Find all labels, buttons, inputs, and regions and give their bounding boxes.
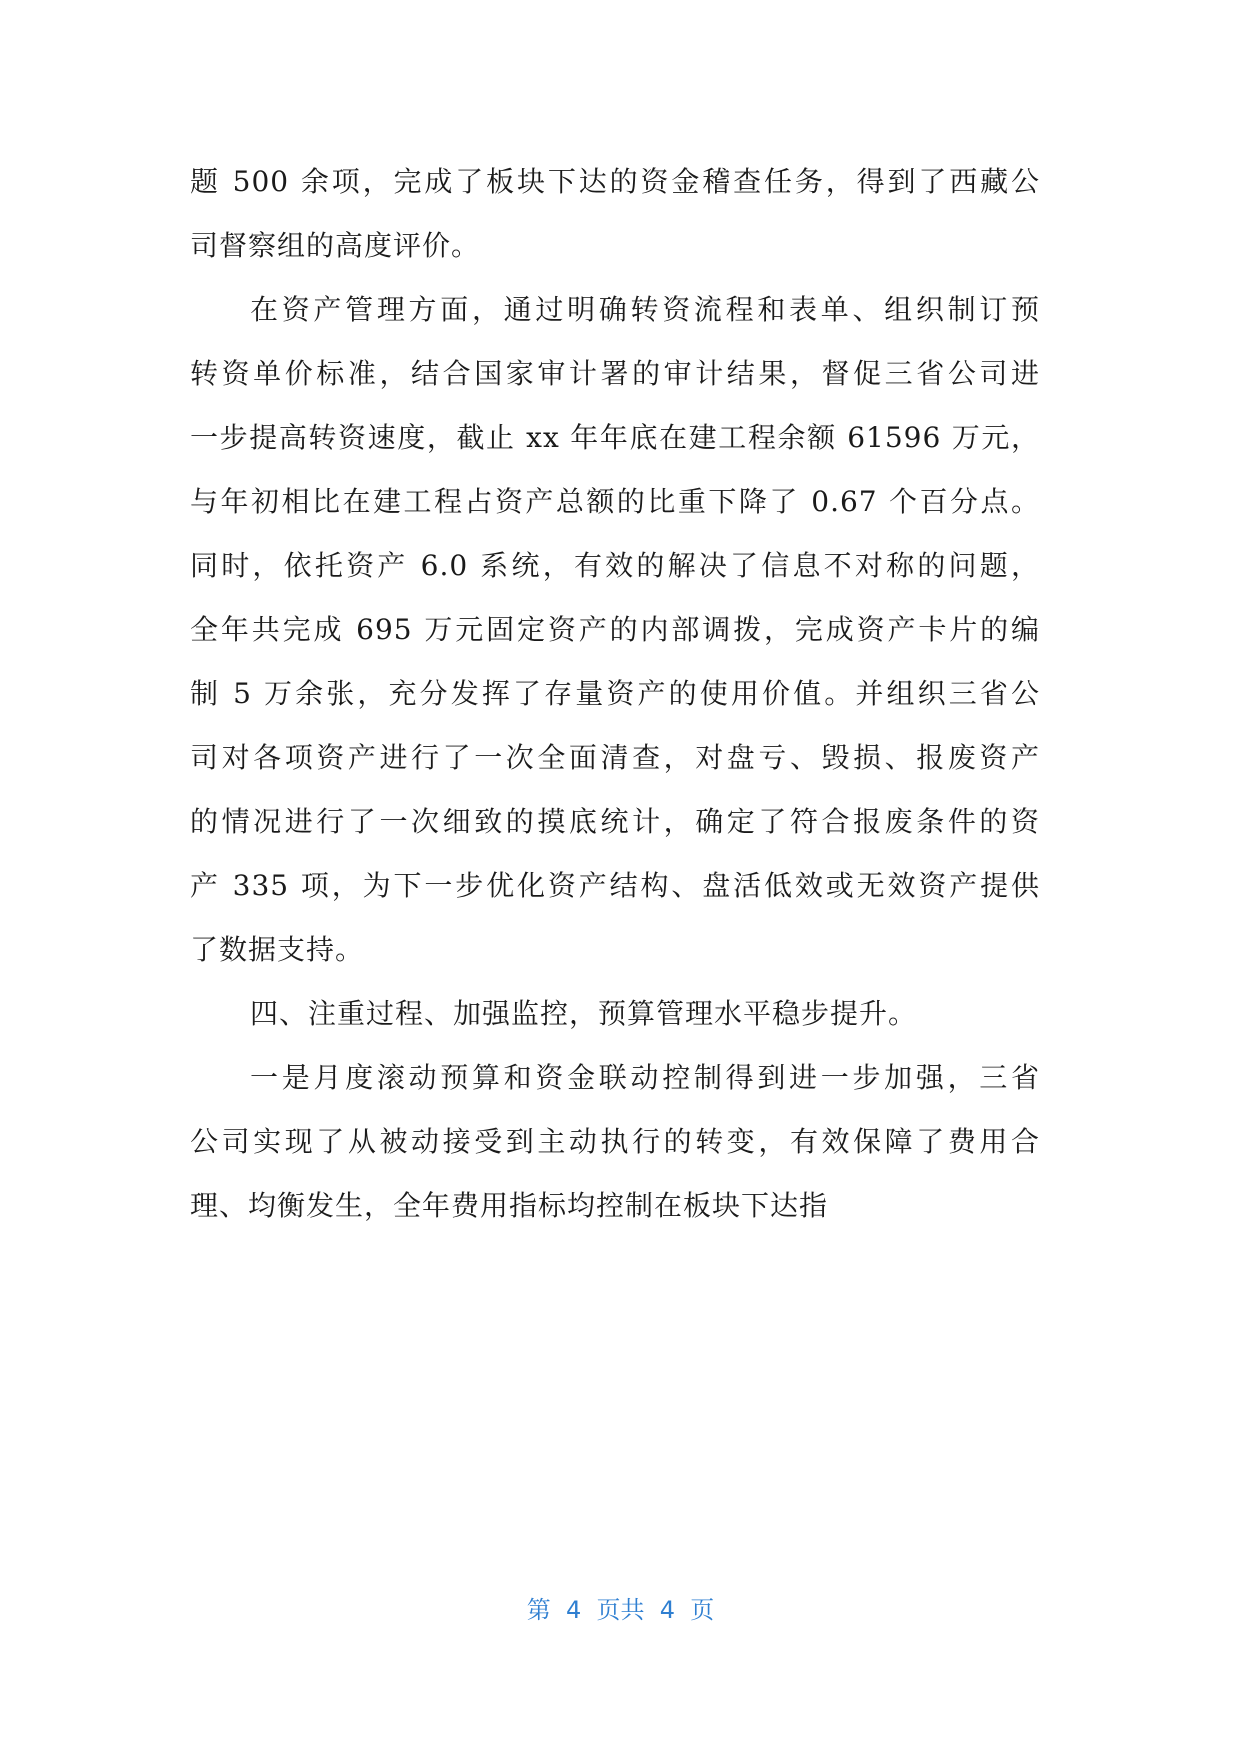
text-line: 产 335 项，为下一步优化资产结构、盘活低效或无效资产提供 xyxy=(190,869,1040,902)
text-line: 了数据支持。 xyxy=(190,933,365,966)
text-line: 同时，依托资产 6.0 系统，有效的解决了信息不对称的问题， xyxy=(190,549,1040,582)
paragraph-first-line: 在资产管理方面，通过明确转资流程和表单、组织制订预 xyxy=(250,293,1040,326)
text-line: 转资单价标准，结合国家审计署的审计结果，督促三省公司进 xyxy=(190,357,1040,390)
text-line: 公司实现了从被动接受到主动执行的转变，有效保障了费用合 xyxy=(190,1125,1040,1158)
text-line: 的情况进行了一次细致的摸底统计，确定了符合报废条件的资 xyxy=(190,805,1040,838)
text-line: 全年共完成 695 万元固定资产的内部调拨，完成资产卡片的编 xyxy=(190,613,1040,646)
text-line: 司督察组的高度评价。 xyxy=(190,229,481,262)
text-line: 与年初相比在建工程占资产总额的比重下降了 0.67 个百分点。 xyxy=(190,485,1040,518)
text-line: 一步提高转资速度，截止 xx 年年底在建工程余额 61596 万元， xyxy=(190,421,1040,454)
text-line: 制 5 万余张，充分发挥了存量资产的使用价值。并组织三省公 xyxy=(190,677,1040,710)
paragraph-first-line: 一是月度滚动预算和资金联动控制得到进一步加强，三省 xyxy=(250,1061,1040,1094)
document-body xyxy=(190,150,1040,1238)
text-line: 理、均衡发生，全年费用指标均控制在板块下达指 xyxy=(190,1189,829,1222)
text-line: 题 500 余项，完成了板块下达的资金稽查任务，得到了西藏公 xyxy=(190,165,1040,198)
section-heading: 四、注重过程、加强监控，预算管理水平稳步提升。 xyxy=(250,997,918,1030)
page-number-footer: 第 4 页共 4 页 xyxy=(526,1596,715,1624)
text-line: 司对各项资产进行了一次全面清查，对盘亏、毁损、报废资产 xyxy=(190,741,1040,774)
